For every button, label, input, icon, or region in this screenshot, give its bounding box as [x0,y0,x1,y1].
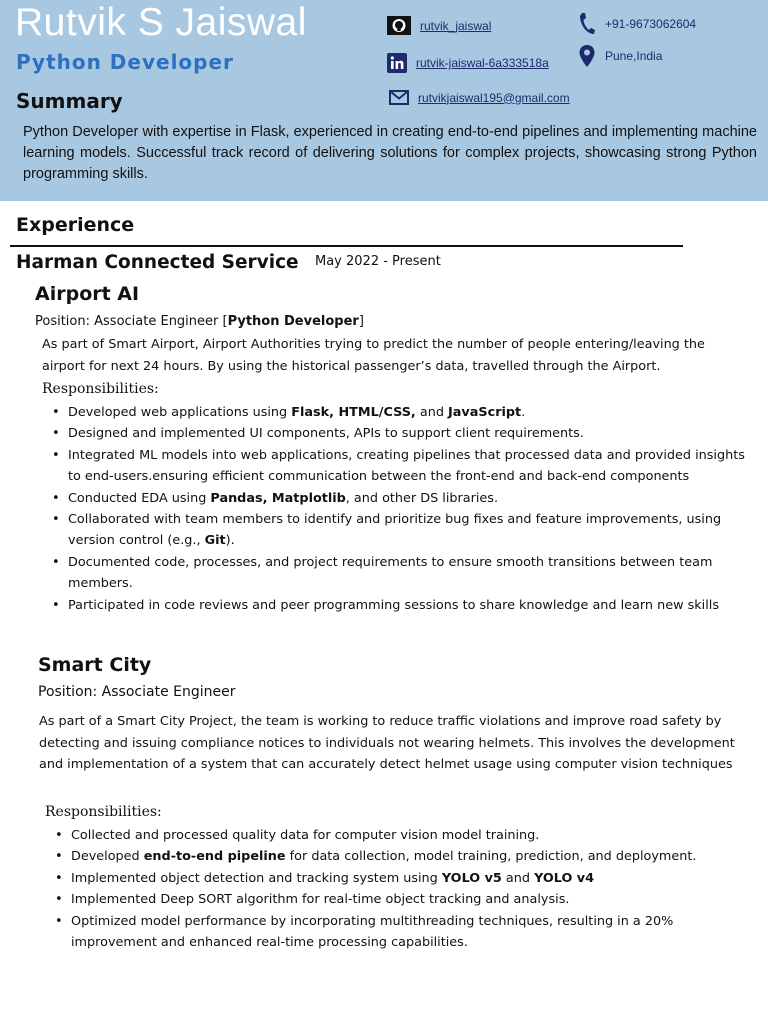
experience-heading: Experience [16,214,135,236]
responsibilities-list [55,825,745,953]
responsibilities-list [52,402,752,616]
employment-dates: May 2022 - Present [315,254,441,269]
list-item: • Optimized model performance by incorporating multithreading techniques, resulting in a 20% improvement and enhanced real-time processing capabilities. [55,911,745,954]
section-divider [10,245,683,247]
position-role: Python Developer [227,314,359,329]
location-contact [578,44,662,68]
list-item: • Developed end-to-end pipeline for data collection, model training, prediction, and deployment. [55,846,745,867]
list-item: • Documented code, processes, and project requirements to ensure smooth transitions between team members. [52,552,752,595]
list-item: • Developed web applications using Flask, HTML/CSS, and JavaScript. [52,402,752,423]
list-item: • Designed and implemented UI components, APIs to support client requirements. [52,423,752,444]
location-text: Pune,India [605,49,663,63]
project-position [35,314,364,329]
project-title-airport-ai: Airport AI [35,283,140,305]
linkedin-contact[interactable] [387,53,549,73]
email-contact[interactable] [389,90,570,105]
list-item: • Implemented object detection and tracking system using YOLO v5 and YOLO v4 [55,868,745,889]
project-position: Position: Associate Engineer [38,684,236,700]
position-suffix: ] [358,314,364,329]
linkedin-link[interactable]: rutvik-jaiswal-6a333518a [416,56,549,70]
project-title-smart-city: Smart City [38,654,152,676]
phone-number: +91-9673062604 [605,17,697,31]
responsibilities-label: Responsibilities: [42,381,159,397]
project-description: As part of a Smart City Project, the team is working to reduce traffic violations and improve road safety by detecting and issuing compliance notices to individuals not wearing helmets. This involves the development and implementation of a system that can accurately detect helmet usage using computer vision techniques [39,714,735,772]
list-item: • Participated in code reviews and peer programming sessions to share knowledge and learn new skills [52,595,752,616]
phone-icon [578,12,596,36]
github-contact[interactable] [387,16,491,35]
mail-icon [389,90,409,105]
list-item: • Collaborated with team members to identify and prioritize bug fixes and feature improvements, using version control (e.g., Git). [52,509,752,552]
company-name: Harman Connected Service [16,252,299,273]
job-title: Python Developer [16,50,234,74]
map-pin-icon [578,44,596,68]
responsibilities-label: Responsibilities: [45,804,162,820]
list-item: • Implemented Deep SORT algorithm for real-time object tracking and analysis. [55,889,745,910]
candidate-name: Rutvik S Jaiswal [15,1,307,44]
list-item: • Collected and processed quality data for computer vision model training. [55,825,745,846]
phone-contact [578,12,696,36]
linkedin-icon [387,53,407,73]
summary-heading: Summary [16,89,123,113]
project-description: As part of Smart Airport, Airport Authorities trying to predict the number of people entering/leaving the airport for next 24 hours. By using the historical passenger’s data, travelled through the Airport. [42,337,705,374]
github-icon [387,16,411,35]
position-prefix: Position: Associate Engineer [ [35,314,228,329]
list-item: • Integrated ML models into web applications, creating pipelines that processed data and provided insights to end-users.ensuring efficient communication between the front-end and back-end components [52,445,752,488]
list-item: • Conducted EDA using Pandas, Matplotlib, and other DS libraries. [52,488,752,509]
github-link[interactable]: rutvik_jaiswal [420,18,492,33]
email-link[interactable]: rutvikjaiswal195@gmail.com [418,90,570,105]
header-banner [0,0,768,201]
summary-text: Python Developer with expertise in Flask, experienced in creating end-to-end pipelines and implementing machine learning models. Successful track record of delivering solutions for complex projects, showcasing strong Python programming skills. [23,124,757,182]
